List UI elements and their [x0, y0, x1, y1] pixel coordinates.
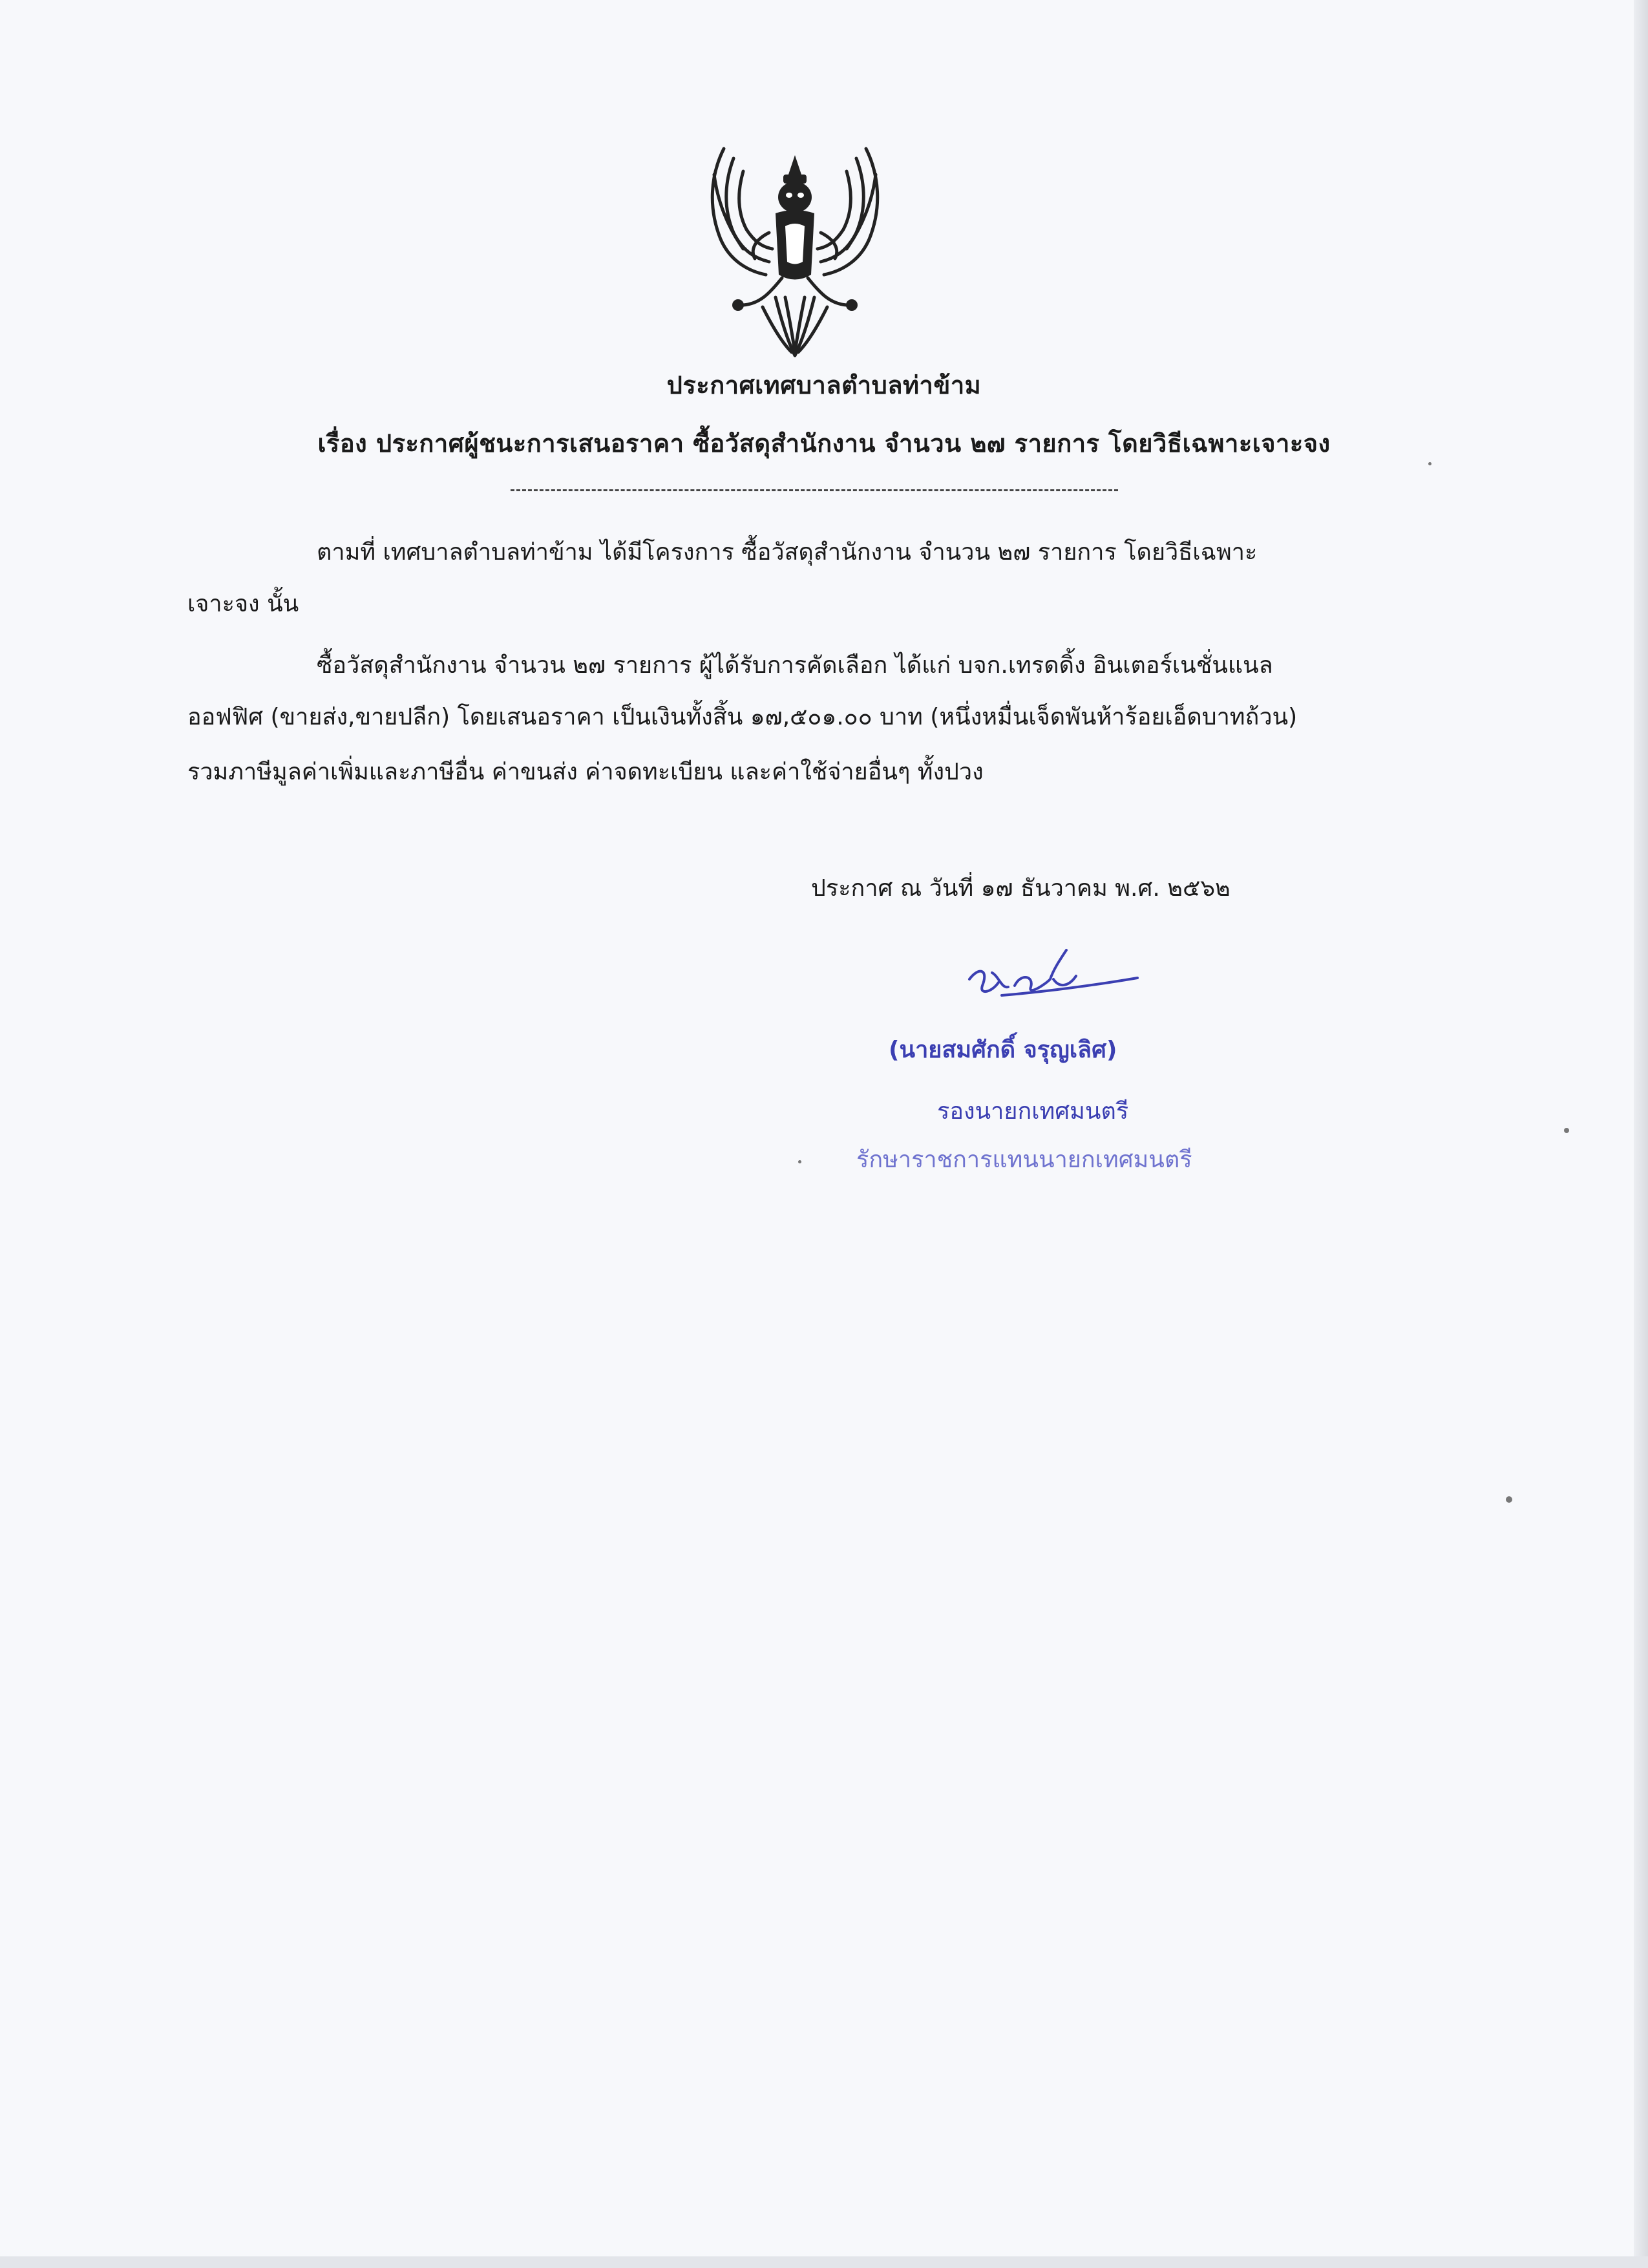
- garuda-emblem-icon: [698, 136, 892, 362]
- title-divider: [511, 489, 1118, 491]
- signatory-position: รองนายกเทศมนตรี: [937, 1098, 1129, 1125]
- announcement-date: ประกาศ ณ วันที่ ๑๗ ธันวาคม พ.ศ. ๒๕๖๒: [811, 875, 1231, 902]
- paragraph-1-line-2: เจาะจง นั้น: [187, 591, 299, 617]
- paragraph-1-line-1: ตามที่ เทศบาลตำบลท่าข้าม ได้มีโครงการ ซื้อวัสดุสำนักงาน จำนวน ๒๗ รายการ โดยวิธีเฉพาะ: [317, 539, 1258, 566]
- scan-speck: [1564, 1128, 1569, 1133]
- signatory-name: (นายสมศักดิ์ จรุญเลิศ): [889, 1037, 1117, 1063]
- handwritten-signature: [963, 940, 1144, 1012]
- scan-speck: [1428, 462, 1431, 465]
- signatory-acting-role: รักษาราชการแทนนายกเทศมนตรี: [856, 1147, 1192, 1173]
- paragraph-2-line-1: ซื้อวัสดุสำนักงาน จำนวน ๒๗ รายการ ผู้ได้รับการคัดเลือก ได้แก่ บจก.เทรดดิ้ง อินเตอร์เนชั่นแนล: [317, 652, 1273, 679]
- scan-edge-bottom: [0, 2256, 1648, 2268]
- scan-speck: [798, 1160, 801, 1163]
- scan-speck: [1506, 1496, 1512, 1503]
- paragraph-2-line-3: รวมภาษีมูลค่าเพิ่มและภาษีอื่น ค่าขนส่ง ค่าจดทะเบียน และค่าใช้จ่ายอื่นๆ ทั้งปวง: [187, 759, 984, 785]
- announcement-subject: เรื่อง ประกาศผู้ชนะการเสนอราคา ซื้อวัสดุสำนักงาน จำนวน ๒๗ รายการ โดยวิธีเฉพาะเจาะจง: [317, 429, 1331, 458]
- scan-edge-right: [1634, 0, 1648, 2268]
- announcement-title: ประกาศเทศบาลตำบลท่าข้าม: [666, 371, 982, 399]
- paragraph-2-line-2: ออฟฟิศ (ขายส่ง,ขายปลีก) โดยเสนอราคา เป็นเงินทั้งสิ้น ๑๗,๕๐๑.๐๐ บาท (หนึ่งหมื่นเจ็ดพันห้าร้อยเอ็ดบาทถ้วน): [187, 704, 1298, 730]
